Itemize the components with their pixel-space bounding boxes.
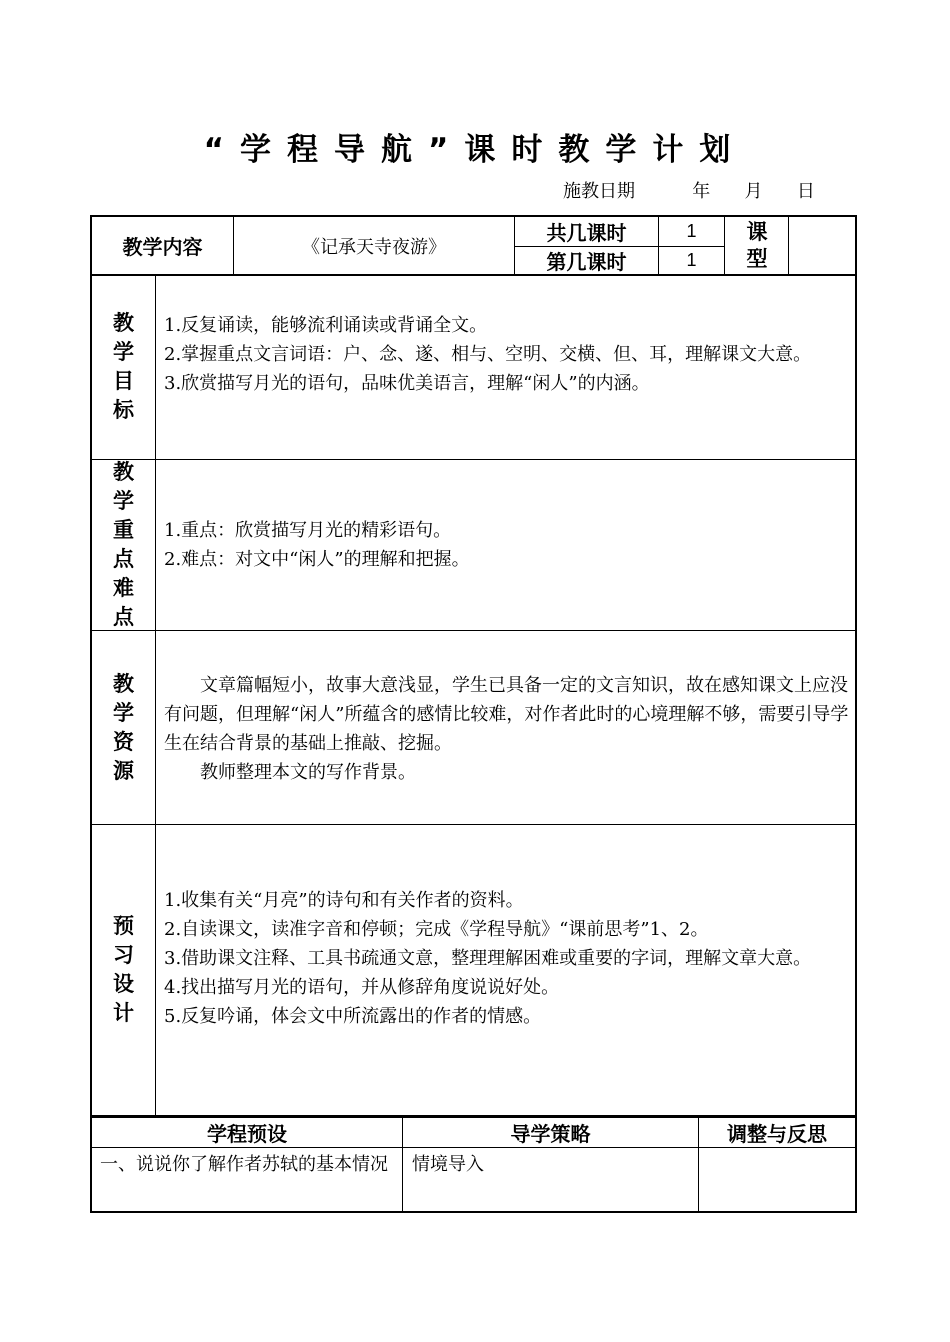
teaching-date-line: 施教日期 年 月 日 <box>563 181 815 202</box>
key-points-content <box>164 516 854 574</box>
lesson-process-table <box>90 1116 857 1213</box>
preview-line: 5.反复吟诵，体会文中所流露出的作者的情感。 <box>164 1006 542 1027</box>
goals-label: 教 学 目 标 <box>113 310 134 422</box>
header-reflection: 调整与反思 <box>727 1122 827 1146</box>
lesson-type-label: 课型 <box>746 219 768 271</box>
lesson-type-value <box>789 217 855 274</box>
lesson-number-value: 1 <box>686 250 697 270</box>
total-hours-value: 1 <box>686 221 697 241</box>
content-label: 教学内容 <box>122 235 203 259</box>
preview-line: 1.收集有关“月亮”的诗句和有关作者的资料。 <box>164 890 524 911</box>
process-cell: 一、说说你了解作者苏轼的基本情况 <box>100 1154 388 1175</box>
preview-line: 4.找出描写月光的语句，并从修辞角度说说好处。 <box>164 977 560 998</box>
goal-line: 3.欣赏描写月光的语句，品味优美语言，理解“闲人”的内涵。 <box>164 373 650 394</box>
resource-line: 文章篇幅短小，故事大意浅显，学生已具备一定的文言知识，故在感知课文上应没有问题，但理解“闲人”所蕴含的感情比较难，对作者此时的心境理解不够，需要引导学生在结合背景的基础上推敲、挖掘。 <box>164 675 849 754</box>
key-point-line: 1.重点：欣赏描写月光的精彩语句。 <box>164 520 452 541</box>
info-row <box>90 215 857 276</box>
header-process: 学程预设 <box>207 1122 287 1146</box>
resource-line: 教师整理本文的写作背景。 <box>200 762 416 783</box>
lesson-number-label: 第几课时 <box>546 250 627 274</box>
strategy-cell: 情境导入 <box>412 1154 484 1175</box>
total-hours-label: 共几课时 <box>546 221 627 245</box>
preview-line: 2.自读课文，读准字音和停顿；完成《学程导航》“课前思考”1、2。 <box>164 919 709 940</box>
preview-line: 3.借助课文注释、工具书疏通文意，整理理解困难或重要的字词，理解文章大意。 <box>164 948 812 969</box>
page-title: “学程导航”课时教学计划 <box>203 132 747 168</box>
preview-content <box>164 886 854 1031</box>
sections-table <box>90 274 857 1117</box>
resources-label: 教 学 资 源 <box>113 671 134 783</box>
header-strategy: 导学策略 <box>510 1122 591 1146</box>
key-points-label: 教 学 重 点 难 点 <box>113 460 134 629</box>
resources-content <box>164 671 852 787</box>
goal-line: 1.反复诵读，能够流利诵读或背诵全文。 <box>164 315 488 336</box>
goals-content <box>164 311 854 398</box>
key-point-line: 2.难点：对文中“闲人”的理解和把握。 <box>164 549 470 570</box>
preview-label: 预 习 设 计 <box>113 914 134 1025</box>
content-value: 《记承天寺夜游》 <box>302 236 446 258</box>
goal-line: 2.掌握重点文言词语：户、念、遂、相与、空明、交横、但、耳，理解课文大意。 <box>164 344 812 365</box>
